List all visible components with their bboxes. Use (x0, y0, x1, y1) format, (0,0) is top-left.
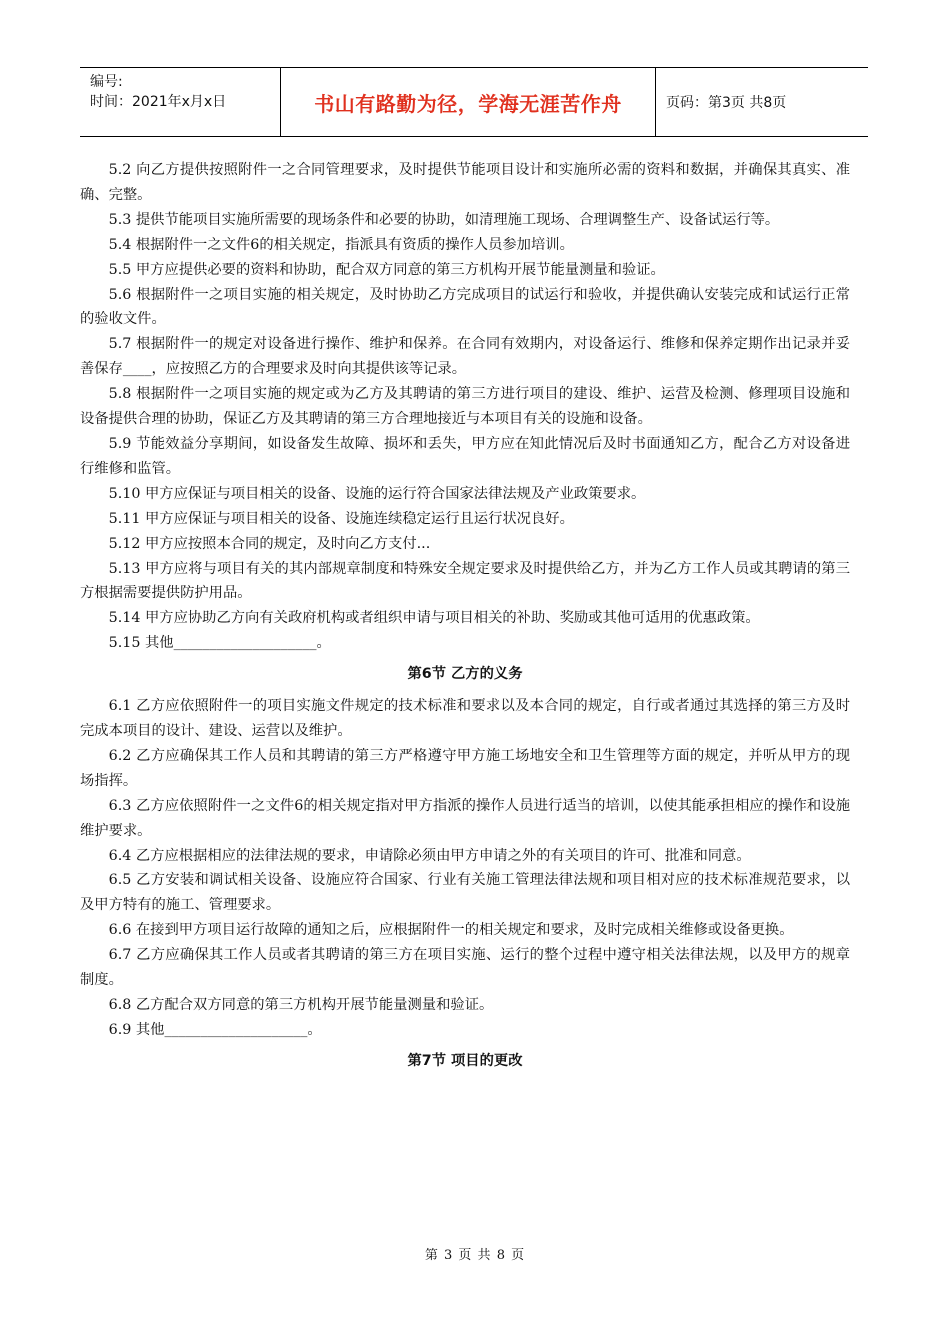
clause-paragraph: 6.5 乙方安装和调试相关设备、设施应符合国家、行业有关施工管理法律法规和项目相对应的技术标准规范要求，以及甲方特有的施工、管理要求。 (80, 872, 850, 914)
clause-paragraph: 5.6 根据附件一之项目实施的相关规定，及时协助乙方完成项目的试运行和验收，并提供确认安装完成和试运行正常的验收文件。 (80, 286, 850, 328)
document-date: 时间：2021年x月x日 (90, 94, 227, 110)
clause-paragraph: 5.10 甲方应保证与项目相关的设备、设施的运行符合国家法律法规及产业政策要求。 (108, 485, 646, 502)
clause-paragraph: 5.7 根据附件一的规定对设备进行操作、维护和保养。在合同有效期内，对设备运行、维修和保养定期作出记录并妥善保存____，应按照乙方的合理要求及时向其提供该等记录。 (80, 336, 850, 378)
clause-paragraph: 6.6 在接到甲方项目运行故障的通知之后，应根据附件一的相关规定和要求，及时完成相关维修或设备更换。 (108, 922, 794, 939)
page-header (80, 67, 868, 137)
clause-paragraph: 6.9 其他____________________。 (108, 1021, 322, 1038)
clause-paragraph: 5.14 甲方应协助乙方向有关政府机构或者组织申请与项目相关的补助、奖励或其他可适用的优惠政策。 (108, 610, 760, 627)
header-meta (80, 68, 281, 136)
clause-paragraph: 5.3 提供节能项目实施所需要的现场条件和必要的协助，如清理施工现场、合理调整生产、设备试运行等。 (108, 211, 780, 228)
clause-paragraph: 5.15 其他____________________。 (108, 635, 331, 652)
clause-paragraph: 6.8 乙方配合双方同意的第三方机构开展节能量测量和验证。 (108, 997, 494, 1013)
clause-paragraph: 5.13 甲方应将与项目有关的其内部规章制度和特殊安全规定要求及时提供给乙方，并为乙方工作人员或其聘请的第三方根据需要提供防护用品。 (80, 560, 850, 602)
clause-paragraph: 5.11 甲方应保证与项目相关的设备、设施连续稳定运行且运行状况良好。 (108, 510, 574, 527)
document-code-label: 编号: (90, 74, 123, 90)
clause-paragraph: 5.9 节能效益分享期间，如设备发生故障、损坏和丢失，甲方应在知此情况后及时书面通知乙方，配合乙方对设备进行维修和监管。 (80, 435, 850, 477)
header-motto-cell (281, 68, 656, 136)
section-heading: 第6节 乙方的义务 (407, 666, 523, 683)
clause-paragraph: 6.4 乙方应根据相应的法律法规的要求，申请除必须由甲方申请之外的有关项目的许可、批准和同意。 (108, 847, 751, 864)
clause-paragraph: 6.7 乙方应确保其工作人员或者其聘请的第三方在项目实施、运行的整个过程中遵守相关法律法规，以及甲方的规章制度。 (80, 947, 850, 989)
document-body (80, 158, 850, 1081)
header-page-info: 页码：第3页 共8页 (666, 95, 787, 111)
clause-paragraph: 6.3 乙方应依照附件一之文件6的相关规定指对甲方指派的操作人员进行适当的培训，以使其能承担相应的操作和设施维护要求。 (80, 797, 850, 839)
clause-paragraph: 6.2 乙方应确保其工作人员和其聘请的第三方严格遵守甲方施工场地安全和卫生管理等方面的规定，并听从甲方的现场指挥。 (80, 747, 850, 789)
clause-paragraph: 5.12 甲方应按照本合同的规定，及时向乙方支付... (108, 535, 431, 552)
clause-paragraph: 5.8 根据附件一之项目实施的规定或为乙方及其聘请的第三方进行项目的建设、维护、运营及检测、修理项目设施和设备提供合理的协助，保证乙方及其聘请的第三方合理地接近与本项目有关的设施和设备。 (80, 386, 850, 428)
header-motto: 书山有路勤为径，学海无涯苦作舟 (314, 91, 622, 116)
clause-paragraph: 5.2 向乙方提供按照附件一之合同管理要求，及时提供节能项目设计和实施所必需的资料和数据，并确保其真实、准确、完整。 (80, 162, 850, 203)
clause-paragraph: 5.4 根据附件一之文件6的相关规定，指派具有资质的操作人员参加培训。 (108, 236, 574, 253)
section-heading: 第7节 项目的更改 (407, 1052, 523, 1069)
clause-paragraph: 6.1 乙方应依照附件一的项目实施文件规定的技术标准和要求以及本合同的规定，自行或者通过其选择的第三方及时完成本项目的设计、建设、运营以及维护。 (80, 698, 850, 740)
clause-paragraph: 5.5 甲方应提供必要的资料和协助，配合双方同意的第三方机构开展节能量测量和验证。 (108, 261, 665, 278)
page-footer: 第 3 页 共 8 页 (424, 1248, 526, 1263)
